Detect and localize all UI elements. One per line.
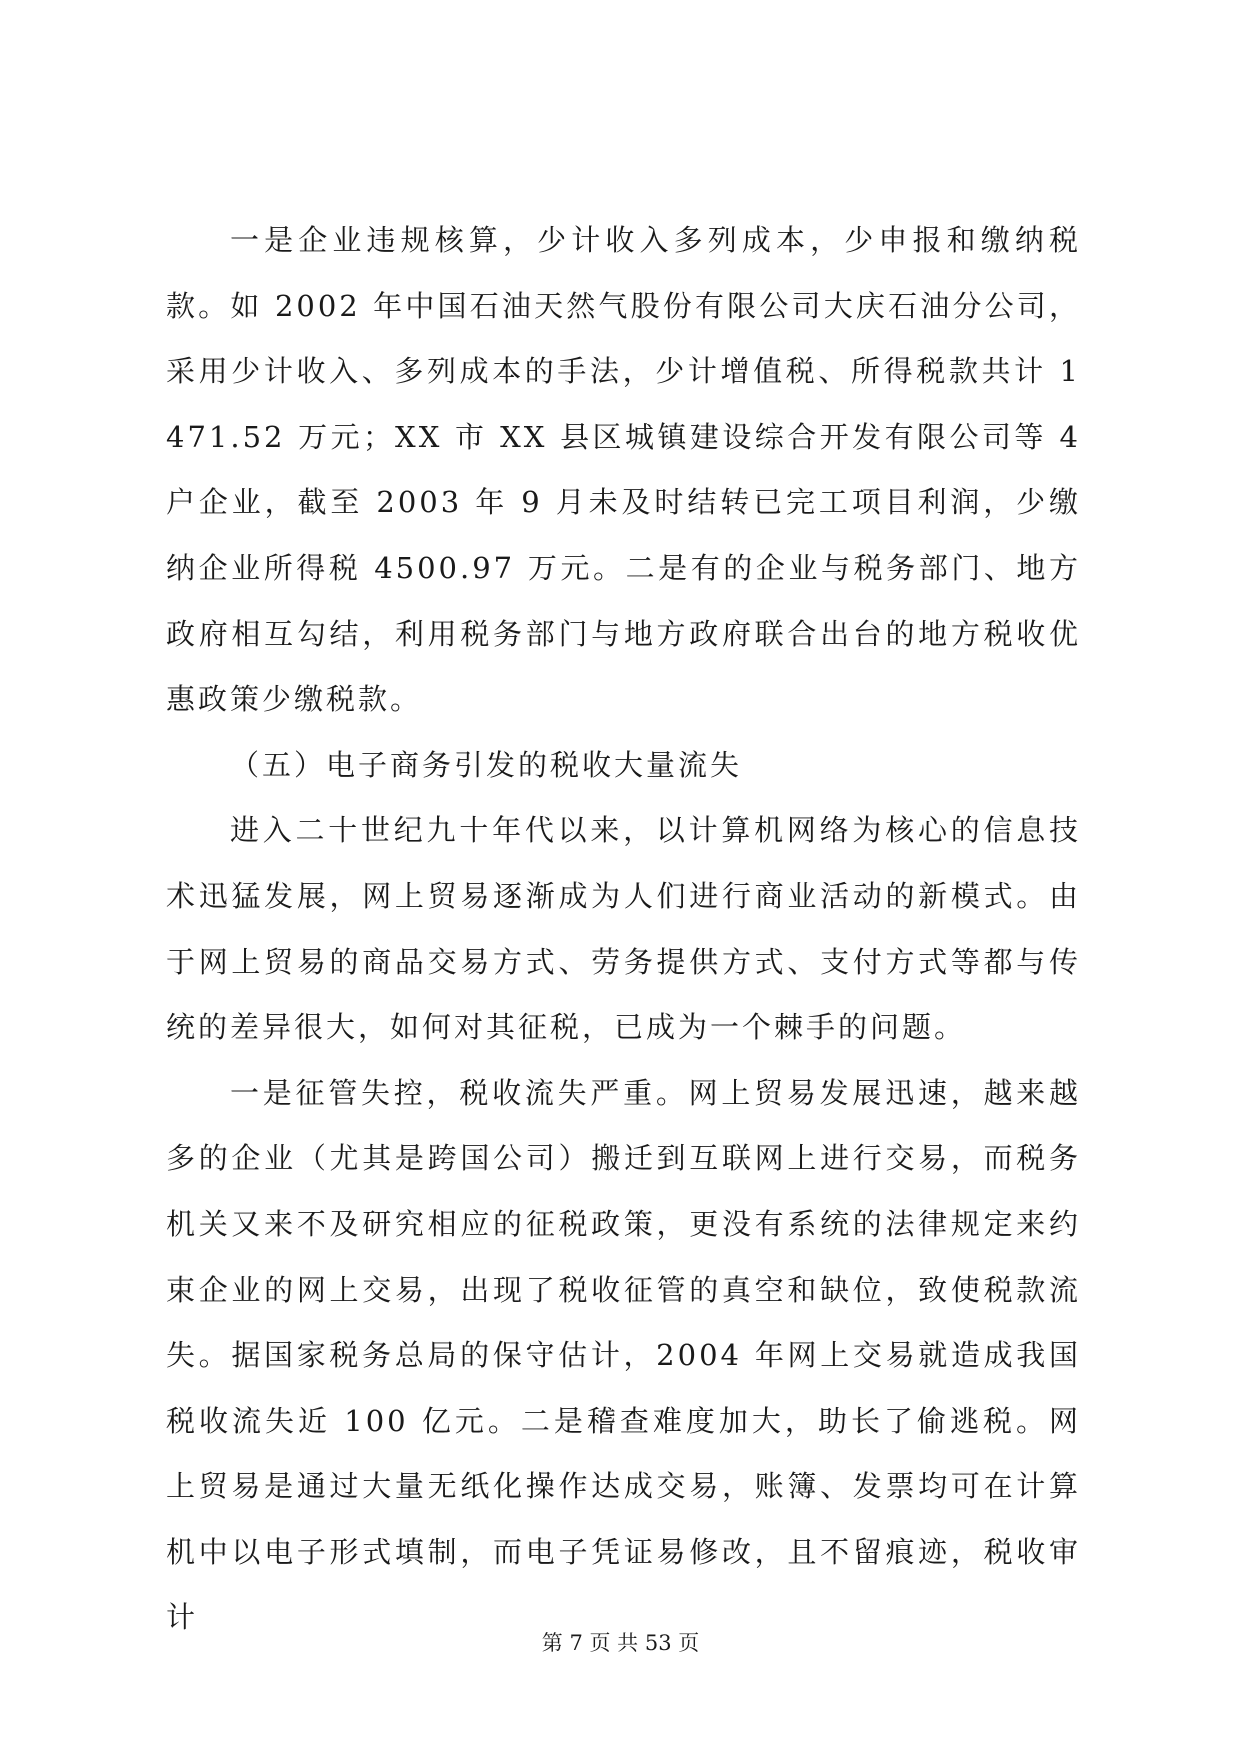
paragraph-ecommerce-intro: 进入二十世纪九十年代以来，以计算机网络为核心的信息技术迅猛发展，网上贸易逐渐成为人们进行商业活动的新模式。由于网上贸易的商品交易方式、劳务提供方式、支付方式等都与传统的差异很大，如何对其征税，已成为一个棘手的问题。 [166,813,1081,1045]
document-body [166,208,1081,1651]
page-number-footer: 第 7 页 共 53 页 [541,1631,700,1655]
paragraph-ecommerce-problems: 一是征管失控，税收流失严重。网上贸易发展迅速，越来越多的企业（尤其是跨国公司）搬迁到互联网上进行交易，而税务机关又来不及研究相应的征税政策，更没有系统的法律规定来约束企业的网上交易，出现了税收征管的真空和缺位，致使税款流失。据国家税务总局的保守估计，2004 年网上交易就造成我国税收流失近 100 亿元。二是稽查难度加大，助长了偷逃税。网上贸易是通过大量无纸化操作达成交易，账簿、发票均可在计算机中以电子形式填制，而电子凭证易修改，且不留痕迹，税收审计 [166,1075,1081,1635]
section-heading-ecommerce: （五）电子商务引发的税收大量流失 [230,747,743,782]
paragraph-tax-evasion-cases: 一是企业违规核算，少计收入多列成本，少申报和缴纳税款。如 2002 年中国石油天然气股份有限公司大庆石油分公司，采用少计收入、多列成本的手法，少计增值税、所得税款共计 1471.52 万元；XX 市 XX 县区城镇建设综合开发有限公司等 4 户企业，截至 2003 年 9 月未及时结转已完工项目利润，少缴纳企业所得税 4500.97 万元。二是有的企业与税务部门、地方政府相互勾结，利用税务部门与地方政府联合出台的地方税收优惠政策少缴税款。 [166,223,1081,717]
